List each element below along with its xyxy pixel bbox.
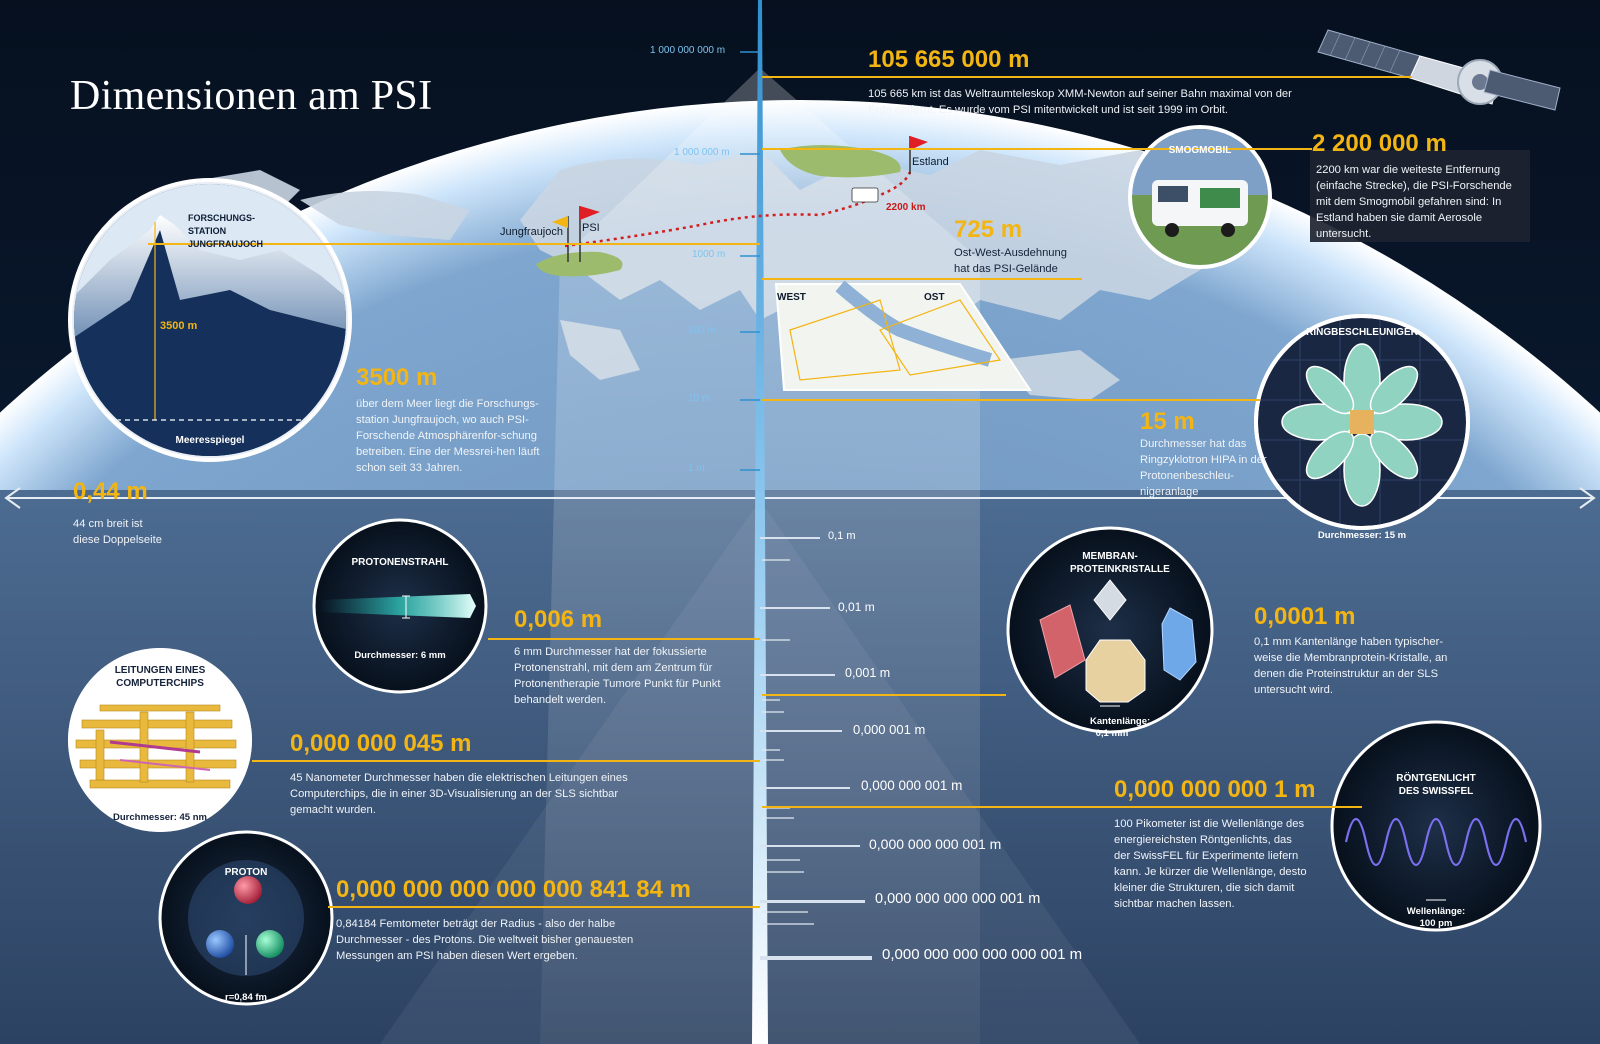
scale-tick bbox=[760, 674, 835, 676]
map-label-estland: Estland bbox=[912, 156, 949, 168]
proton-circle-title: PROTON bbox=[224, 867, 268, 878]
xray-line bbox=[762, 806, 1362, 808]
xmm-line bbox=[762, 76, 1412, 78]
crystal-value: 0,0001 m bbox=[1254, 603, 1356, 630]
hipa-value: 15 m bbox=[1140, 408, 1195, 435]
xray-circle-label: Wellenlänge: 100 pm bbox=[1406, 906, 1466, 929]
crystal-text: 0,1 mm Kantenlänge haben typischer-weise die Membranprotein-Kristalle, an denen die Proteinstruktur an der SLS untersucht wird. bbox=[1254, 636, 1448, 696]
hipa-text: Durchmesser hat das Ringzyklotron HIPA in der Protonenbeschleu-nigeranlage bbox=[1140, 438, 1267, 498]
scale-label: 0,000 001 m bbox=[853, 722, 926, 737]
scale-label: 0,001 m bbox=[845, 666, 891, 680]
scale-label: 100 m bbox=[688, 325, 716, 336]
jungfrau-sea-label: Meeresspiegel bbox=[175, 435, 245, 446]
campus-text: Ost-West-Ausdehnung hat das PSI-Gelände bbox=[954, 247, 1067, 275]
beam-circle-label: Durchmesser: 6 mm bbox=[354, 650, 446, 661]
crystal-line bbox=[762, 694, 1006, 696]
chip-circle-label: Durchmesser: 45 nm bbox=[113, 812, 207, 823]
smog-circle-title: SMOGMOBIL bbox=[1168, 145, 1232, 156]
hipa-circle-title: RINGBESCHLEUNIGER bbox=[1306, 327, 1418, 338]
scale-tick bbox=[760, 956, 872, 960]
scale-label: 1 000 000 000 m bbox=[650, 45, 726, 56]
campus-east-label: OST bbox=[924, 292, 945, 303]
scale-tick bbox=[760, 537, 820, 539]
page-text: 44 cm breit ist diese Doppelseite bbox=[73, 518, 162, 546]
xray-circle bbox=[1332, 722, 1540, 930]
scale-label: 1 m bbox=[688, 463, 705, 474]
scale-tick bbox=[760, 845, 860, 847]
scale-label: 0,01 m bbox=[838, 600, 875, 614]
chip-value: 0,000 000 045 m bbox=[290, 730, 472, 757]
jungfrau-value: 3500 m bbox=[356, 364, 438, 391]
map-label-psi: PSI bbox=[582, 222, 600, 234]
scale-tick bbox=[760, 607, 830, 609]
beam-text: 6 mm Durchmesser hat der fokussierte Protonenstrahl, mit dem am Zentrum für Protonentherapie Tumore Punkt für Punkt behandelt werden. bbox=[514, 646, 721, 706]
scale-label: 0,000 000 000 001 m bbox=[869, 836, 1002, 852]
scale-label: 0,000 000 000 000 001 m bbox=[875, 891, 1041, 907]
campus-line bbox=[762, 278, 1082, 280]
jungfrau-height-label: 3500 m bbox=[160, 320, 198, 332]
xmm-value: 105 665 000 m bbox=[868, 46, 1030, 73]
scale-tick bbox=[760, 730, 842, 732]
page-value: 0,44 m bbox=[73, 478, 148, 505]
scale-label: 0,000 000 000 000 000 001 m bbox=[882, 946, 1083, 963]
page-title: Dimensionen am PSI bbox=[70, 73, 433, 119]
proton-circle bbox=[160, 832, 332, 1004]
xray-text: 100 Pikometer ist die Wellenlänge des energiereichsten Röntgenlichts, das der SwissFEL für Experimente liefern kann. Je kürzer die Wellenlänge, desto kleiner die Strukturen, die sich damit sichtbar machen lassen. bbox=[1114, 818, 1307, 910]
smog-text: 2200 km war die weiteste Entfernung (einfache Strecke), die PSI-Forschende mit dem Smogmobil gefahren sind: In Estland haben sie damit Aerosole untersucht. bbox=[1316, 164, 1512, 240]
hipa-line bbox=[762, 399, 1260, 401]
proton-value: 0,000 000 000 000 000 841 84 m bbox=[336, 876, 691, 903]
crystal-circle-label: Kantenlänge: 0,1 mm bbox=[1090, 716, 1151, 739]
xray-circle-title: RÖNTGENLICHT DES SWISSFEL bbox=[1396, 773, 1476, 797]
campus-west-label: WEST bbox=[777, 292, 806, 303]
scale-label: 0,000 000 001 m bbox=[861, 778, 963, 793]
hipa-circle-label: Durchmesser: 15 m bbox=[1317, 530, 1407, 541]
proton-text: 0,84184 Femtometer beträgt der Radius - also der halbe Durchmesser - des Protons. Die weltweit bisher genauesten Messungen am PSI haben diesen Wert ergeben. bbox=[336, 918, 634, 962]
xmm-text: 105 665 km ist das Weltraumteleskop XMM-Newton auf seiner Bahn maximal von der Erde entfernt. Es wurde vom PSI mitentwickelt und ist seit 1999 im Orbit. bbox=[868, 88, 1292, 116]
beam-line bbox=[488, 638, 760, 640]
scale-tick bbox=[760, 900, 865, 903]
scale-tick bbox=[760, 787, 850, 789]
beam-circle-title: PROTONENSTRAHL bbox=[351, 557, 449, 568]
beam-value: 0,006 m bbox=[514, 606, 603, 633]
chip-line bbox=[252, 760, 760, 762]
scale-label: 0,1 m bbox=[828, 530, 856, 542]
crystal-circle-title: MEMBRAN-PROTEINKRISTALLE bbox=[1070, 551, 1170, 575]
campus-value: 725 m bbox=[954, 216, 1023, 243]
jungfrau-station-label: FORSCHUNGS-STATION JUNGFRAUJOCH bbox=[188, 213, 264, 249]
jungfrau-text: über dem Meer liegt die Forschungs-station Jungfraujoch, wo auch PSI-Forschende Atmosphärenfor-schung betreiben. Eine der Messrei-hen läuft schon seit 33 Jahren. bbox=[356, 398, 540, 474]
proton-line bbox=[328, 906, 760, 908]
proton-circle-label: r=0,84 fm bbox=[225, 992, 267, 1003]
smog-value: 2 200 000 m bbox=[1312, 130, 1447, 157]
scale-label: 10 m bbox=[688, 393, 711, 404]
chip-circle-title: LEITUNGEN EINES COMPUTERCHIPS bbox=[114, 665, 206, 689]
xray-value: 0,000 000 000 1 m bbox=[1114, 776, 1316, 803]
scale-label: 1000 m bbox=[692, 249, 726, 260]
chip-text: 45 Nanometer Durchmesser haben die elektrischen Leitungen eines Computerchips, die in einer 3D-Visualisierung an der SLS sichtbar gemacht wurden. bbox=[290, 772, 628, 816]
map-label-distance: 2200 km bbox=[886, 202, 926, 213]
map-label-jungfraujoch: Jungfraujoch bbox=[500, 226, 563, 238]
scale-label: 1 000 000 m bbox=[674, 147, 730, 158]
beam-circle bbox=[314, 520, 486, 692]
